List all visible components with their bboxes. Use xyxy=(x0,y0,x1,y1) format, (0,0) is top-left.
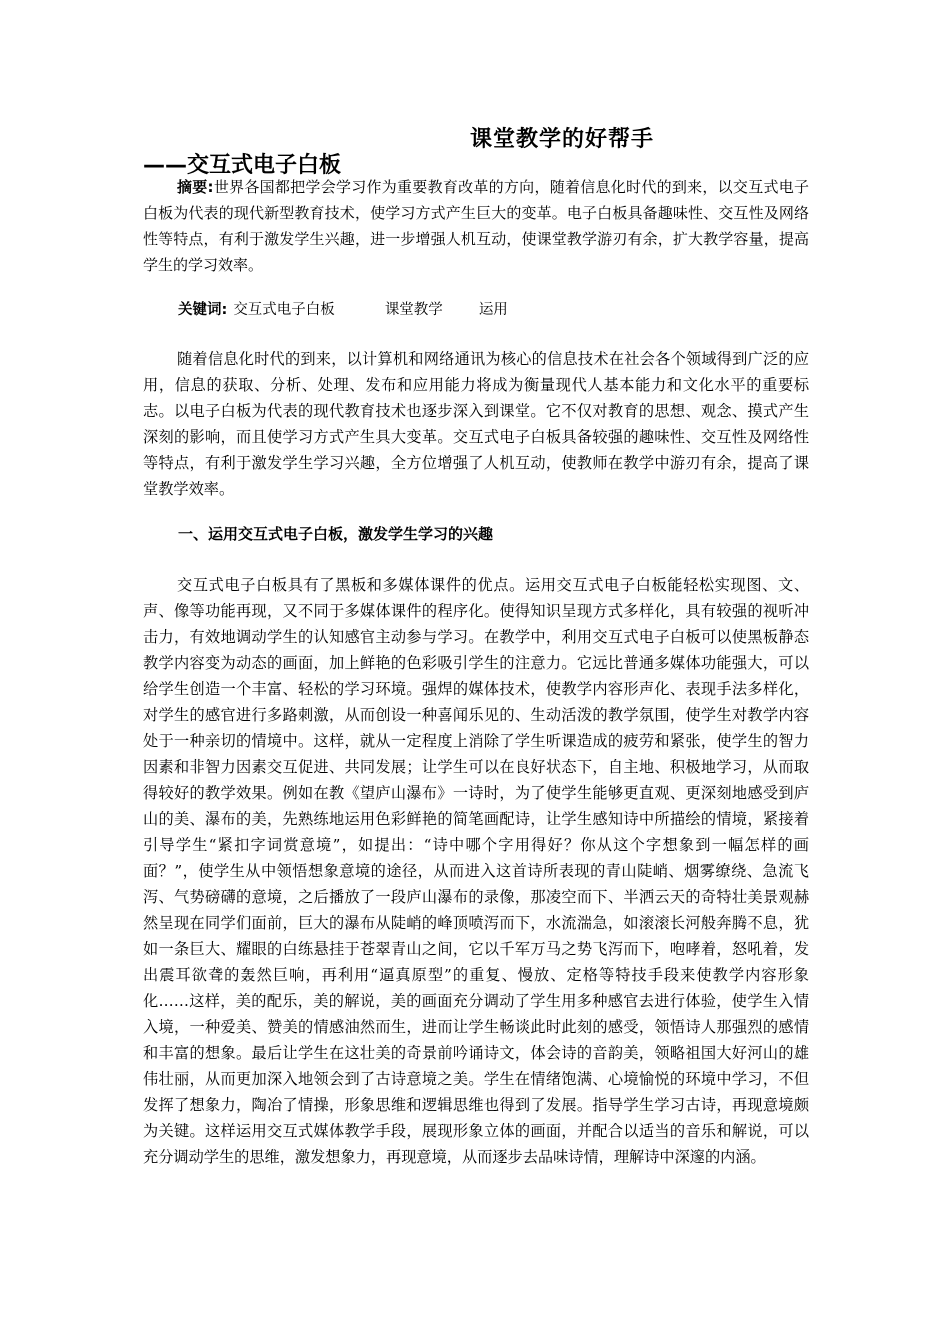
abstract-block xyxy=(143,174,809,278)
intro-paragraph-block xyxy=(143,346,809,502)
document-subtitle: ——交互式电子白板 xyxy=(143,153,342,178)
document-title: 课堂教学的好帮手 xyxy=(470,127,655,152)
section-paragraph-block xyxy=(143,572,809,1170)
keywords-label: 关键词: xyxy=(178,302,228,318)
keyword-item: 课堂教学 xyxy=(384,302,443,318)
abstract-text: 世界各国都把学会学习作为重要教育改革的方向，随着信息化时代的到来，以交互式电子白板为代表的现代新型教育技术，使学习方式产生巨大的变革。电子白板具备趣味性、交互性及网络性等特点，有利于激发学生兴趣，进一步增强人机互动，使课堂教学游刃有余，扩大教学容量，提高学生的学习效率。 xyxy=(143,178,809,274)
keyword-item: 交互式电子白板 xyxy=(233,302,335,318)
keywords-line xyxy=(178,298,508,319)
abstract-label: 摘要: xyxy=(177,178,214,196)
section-heading: 一、运用交互式电子白板，激发学生学习的兴趣 xyxy=(178,525,494,543)
keyword-item: 运用 xyxy=(478,302,508,318)
section-paragraph: 交互式电子白板具有了黑板和多媒体课件的优点。运用交互式电子白板能轻松实现图、文、声、像等功能再现，又不同于多媒体课件的程序化。使得知识呈现方式多样化，具有较强的视听冲击力，有效地调动学生的认知感官主动参与学习。在教学中，利用交互式电子白板可以使黑板静态教学内容变为动态的画面，加上鲜艳的色彩吸引学生的注意力。它远比普通多媒体功能强大，可以给学生创造一个丰富、轻松的学习环境。强焊的媒体技术，使教学内容形声化、表现手法多样化，对学生的感官进行多路刺激，从而创设一种喜闻乐见的、生动活泼的教学氛围，使学生对教学内容处于一种亲切的情境中。这样，就从一定程度上消除了学生听课造成的疲劳和紧张，使学生的智力因素和非智力因素交互促进、共同发展；让学生可以在良好状态下，自主地、积极地学习，从而取得较好的教学效果。例如在教《望庐山瀑布》一诗时，为了使学生能够更直观、更深刻地感受到庐山的美、瀑布的美，先熟练地运用色彩鲜艳的简笔画配诗，让学生感知诗中所描绘的情境，紧接着引导学生“紧扣字词赏意境”，如提出：“诗中哪个字用得好？你从这个字想象到一幅怎样的画面？”，使学生从中领悟想象意境的途径，从而进入这首诗所表现的青山陡峭、烟雾缭绕、急流飞泻、气势磅礴的意境，之后播放了一段庐山瀑布的录像，那凌空而下、半洒云天的奇特壮美景观赫然呈现在同学们面前，巨大的瀑布从陡峭的峰顶喷泻而下，水流湍急，如滚滚长河般奔腾不息，犹如一条巨大、耀眼的白练悬挂于苍翠青山之间，它以千军万马之势飞泻而下，咆哮着，怒吼着，发出震耳欲聋的轰然巨响，再利用“逼真原型”的重复、慢放、定格等特技手段来使教学内容形象化……这样，美的配乐，美的解说，美的画面充分调动了学生用多种感官去进行体验，使学生入情入境，一种爱美、赞美的情感油然而生，进而让学生畅谈此时此刻的感受，领悟诗人那强烈的感情和丰富的想象。最后让学生在这壮美的奇景前吟诵诗文，体会诗的音韵美，领略祖国大好河山的雄伟壮丽，从而更加深入地领会到了古诗意境之美。学生在情绪饱满、心境愉悦的环境中学习，不但发挥了想象力，陶冶了情操，形象思维和逻辑思维也得到了发展。指导学生学习古诗，再现意境颇为关键。这样运用交互式媒体教学手段，展现形象立体的画面，并配合以适当的音乐和解说，可以充分调动学生的思维，激发想象力，再现意境，从而逐步去品味诗情，理解诗中深邃的内涵。 xyxy=(143,576,809,1166)
intro-paragraph: 随着信息化时代的到来，以计算机和网络通讯为核心的信息技术在社会各个领域得到广泛的应用，信息的获取、分析、处理、发布和应用能力将成为衡量现代人基本能力和文化水平的重要标志。以电子白板为代表的现代教育技术也逐步深入到课堂。它不仅对教育的思想、观念、摸式产生深刻的影响，而且使学习方式产生具大变革。交互式电子白板具备较强的趣味性、交互性及网络性等特点，有利于激发学生学习兴趣，全方位增强了人机互动，使教师在教学中游刃有余，提高了课堂教学效率。 xyxy=(143,350,809,498)
